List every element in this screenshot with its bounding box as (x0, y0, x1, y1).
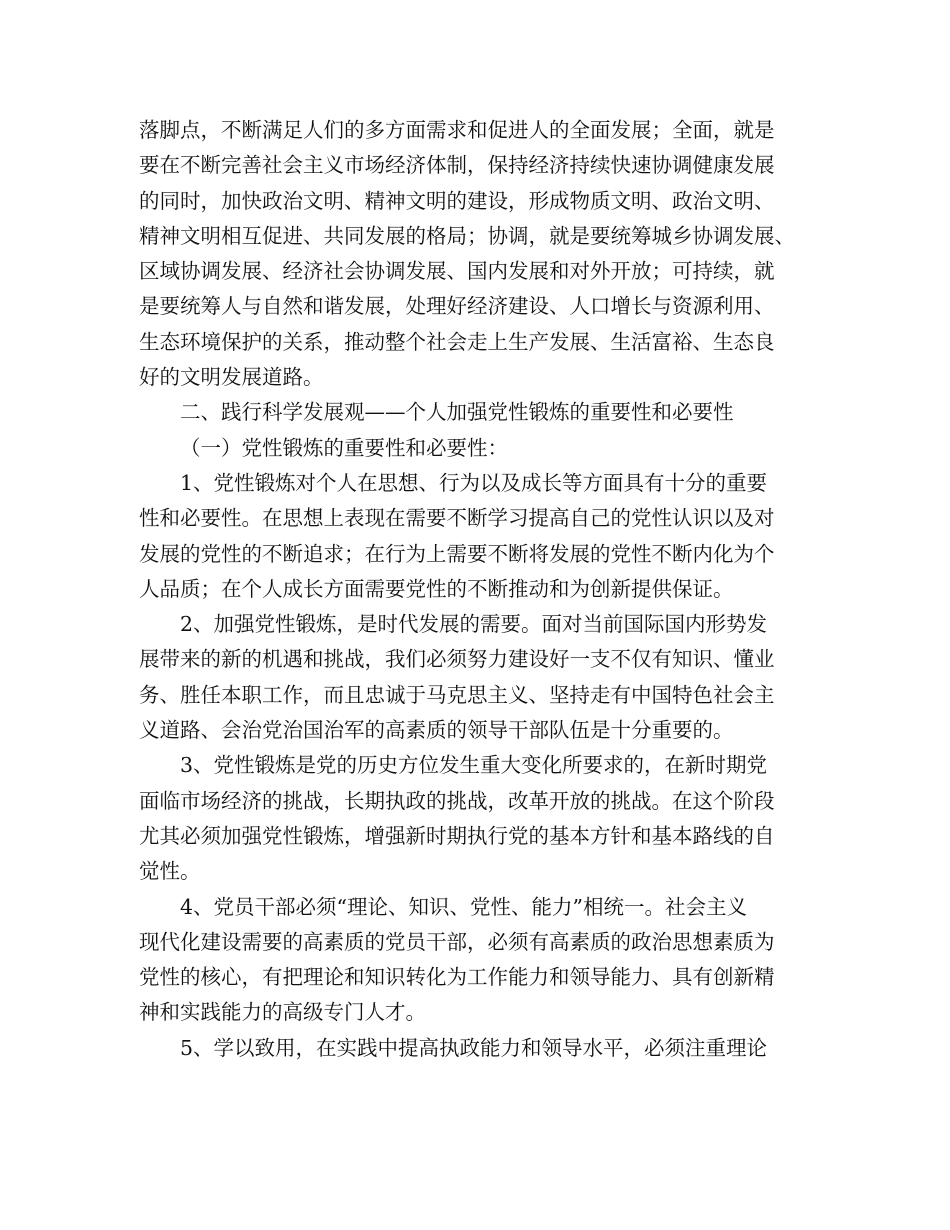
text-line: 面临市场经济的挑战，长期执政的挑战，改革开放的挑战。在这个阶段 (139, 788, 775, 813)
text-line: 务、胜任本职工作，而且忠诚于马克思主义、坚持走有中国特色社会主 (139, 682, 775, 707)
text-line: 生态环境保护的关系，推动整个社会走上生产发展、生活富裕、生态良 (139, 329, 775, 354)
text-line: 人品质；在个人成长方面需要党性的不断推动和为创新提供保证。 (139, 576, 734, 601)
text-line: 区域协调发展、经济社会协调发展、国内发展和对外开放；可持续，就 (139, 259, 775, 284)
text-line: 1、党性锻炼对个人在思想、行为以及成长等方面具有十分的重要 (180, 470, 768, 495)
text-line: 5、学以致用，在实践中提高执政能力和领导水平，必须注重理论 (180, 1035, 768, 1060)
text-line: 展带来的新的机遇和挑战，我们必须努力建设好一支不仅有知识、懂业 (139, 647, 775, 672)
text-line: 的同时，加快政治文明、精神文明的建设，形成物质文明、政治文明、 (139, 188, 775, 213)
text-line: 性和必要性。在思想上表现在需要不断学习提高自己的党性认识以及对 (139, 506, 775, 531)
text-line: 是要统筹人与自然和谐发展，处理好经济建设、人口增长与资源利用、 (139, 294, 775, 319)
text-line: 现代化建设需要的高素质的党员干部，必须有高素质的政治思想素质为 (139, 929, 775, 954)
text-line: 4、党员干部必须“理论、知识、党性、能力”相统一。社会主义 (180, 894, 748, 919)
text-line: 精神文明相互促进、共同发展的格局；协调，就是要统筹城乡协调发展、 (139, 223, 795, 248)
text-line: 要在不断完善社会主义市场经济体制，保持经济持续快速协调健康发展 (139, 153, 775, 178)
text-line: 神和实践能力的高级专门人才。 (139, 1000, 426, 1025)
text-line: 二、践行科学发展观——个人加强党性锻炼的重要性和必要性 (180, 400, 734, 425)
text-line: 好的文明发展道路。 (139, 365, 324, 390)
text-line: 3、党性锻炼是党的历史方位发生重大变化所要求的，在新时期党 (180, 753, 768, 778)
text-line: 义道路、会治党治国治军的高素质的领导干部队伍是十分重要的。 (139, 718, 734, 743)
text-line: 落脚点，不断满足人们的多方面需求和促进人的全面发展；全面，就是 (139, 118, 775, 142)
text-line: 2、加强党性锻炼，是时代发展的需要。面对当前国际国内形势发 (180, 612, 768, 637)
text-line: 发展的党性的不断追求；在行为上需要不断将发展的党性不断内化为个 (139, 541, 775, 566)
text-line: （一）党性锻炼的重要性和必要性： (180, 435, 508, 460)
document-body (139, 113, 821, 1066)
text-line: 党性的核心，有把理论和知识转化为工作能力和领导能力、具有创新精 (139, 965, 775, 990)
text-line: 觉性。 (139, 859, 201, 884)
text-line: 尤其必须加强党性锻炼，增强新时期执行党的基本方针和基本路线的自 (139, 823, 775, 848)
